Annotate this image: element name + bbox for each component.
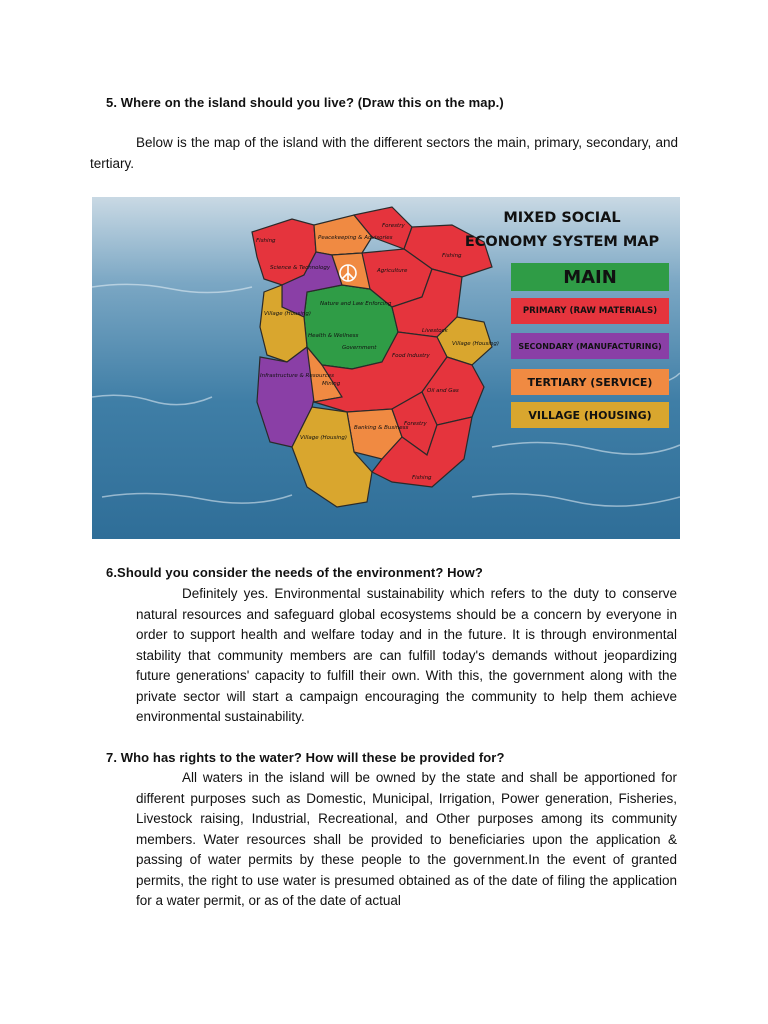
label-nature: Nature and Law Enforcing bbox=[320, 301, 392, 307]
label-agriculture: Agriculture bbox=[377, 268, 408, 274]
question-5-text: Below is the map of the island with the different sectors the main, primary, secondary, and tertiary. bbox=[90, 135, 678, 171]
question-5-body bbox=[90, 133, 678, 174]
label-food: Food Industry bbox=[392, 353, 430, 359]
label-health: Health & Wellness bbox=[308, 333, 359, 339]
island-map-image bbox=[92, 197, 680, 539]
label-fishing-ne: Fishing bbox=[442, 253, 462, 259]
map-title-line1: MIXED SOCIAL bbox=[503, 210, 621, 226]
label-forestry: Forestry bbox=[382, 223, 405, 229]
label-peacekeeping: Peacekeeping & Advisories bbox=[318, 235, 393, 241]
label-government: Government bbox=[342, 345, 377, 351]
question-5-heading: 5. Where on the island should you live? (Draw this on the map.) bbox=[106, 95, 504, 110]
question-6-body: Definitely yes. Environmental sustainability which refers to the duty to conserve natural resources and safeguard global ecosystems should be a concern by everyone in order to support health and welfare today and in the future. It is through environmental stability that community members are can fulfill today's demands without jeopardizing future generations' capacity to fulfill their own. With this, the government along with the private sector will start a campaign encouraging the community to help them achieve environmental sustainability. bbox=[136, 586, 677, 724]
label-science: Science & Technology bbox=[270, 265, 331, 271]
label-fishing-south: Fishing bbox=[412, 475, 432, 481]
map-title-line2: ECONOMY SYSTEM MAP bbox=[464, 234, 660, 250]
label-mining: Mining bbox=[322, 381, 341, 387]
label-banking: Banking & Business bbox=[354, 425, 409, 431]
legend-village: VILLAGE (HOUSING) bbox=[528, 408, 652, 422]
label-forestry-south: Forestry bbox=[404, 421, 427, 427]
question-6-heading: 6.Should you consider the needs of the environment? How? bbox=[106, 565, 483, 580]
label-village-west: Village (Housing) bbox=[264, 311, 311, 317]
label-village-south: Village (Housing) bbox=[300, 435, 347, 441]
question-7-body: All waters in the island will be owned by the state and shall be apportioned for different purposes such as Domestic, Municipal, Irrigation, Power generation, Fisheries, Livestock raising, Industrial, Recreational, and Other purposes among its community members. Water resources shall be provided to beneficiaries upon the application & passing of water permits by these people to the government.In the event of granted permits, the right to use water is presumed obtained as of the date of filing the application for a water permit, or as of the date of actual bbox=[136, 770, 677, 908]
legend-tertiary: TERTIARY (SERVICE) bbox=[527, 375, 653, 389]
legend-secondary: SECONDARY (MANUFACTURING) bbox=[518, 341, 662, 351]
label-oil-gas: Oil and Gas bbox=[427, 388, 459, 394]
label-village-east: Village (Housing) bbox=[452, 341, 499, 347]
legend-main: MAIN bbox=[563, 266, 617, 288]
label-livestock: Livestock bbox=[422, 328, 448, 334]
legend-primary: PRIMARY (RAW MATERIALS) bbox=[522, 306, 658, 316]
label-fishing-nw: Fishing bbox=[256, 238, 276, 244]
label-infrastructure: Infrastructure & Resources bbox=[260, 373, 334, 379]
question-7-heading: 7. Who has rights to the water? How will these be provided for? bbox=[106, 750, 505, 765]
